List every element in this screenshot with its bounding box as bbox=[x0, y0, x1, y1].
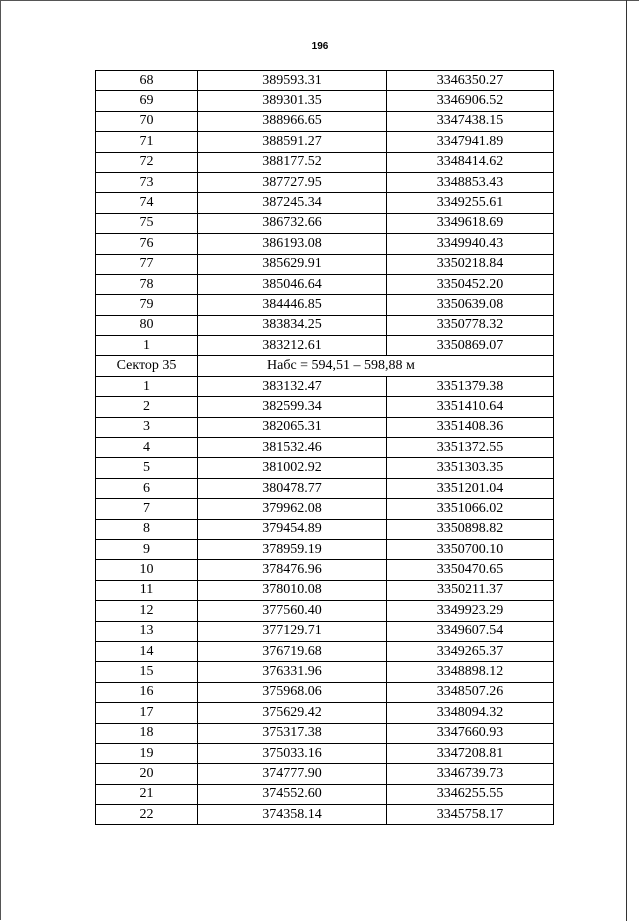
table-row bbox=[96, 458, 554, 478]
coordinate-x: 380478.77 bbox=[198, 478, 387, 498]
table-row bbox=[96, 539, 554, 559]
coordinate-x: 387245.34 bbox=[198, 193, 387, 213]
coordinate-y: 3349255.61 bbox=[387, 193, 554, 213]
coordinate-y: 3350218.84 bbox=[387, 254, 554, 274]
table-row bbox=[96, 478, 554, 498]
coordinate-y: 3348094.32 bbox=[387, 703, 554, 723]
coordinate-y: 3351066.02 bbox=[387, 499, 554, 519]
coordinate-x: 383834.25 bbox=[198, 315, 387, 335]
coordinate-x: 381002.92 bbox=[198, 458, 387, 478]
coordinate-y: 3347941.89 bbox=[387, 132, 554, 152]
coordinate-x: 383132.47 bbox=[198, 376, 387, 396]
table-body-bottom bbox=[96, 376, 554, 825]
coordinate-x: 378010.08 bbox=[198, 580, 387, 600]
point-number: 1 bbox=[96, 376, 198, 396]
point-number: 21 bbox=[96, 784, 198, 804]
coordinate-y: 3349923.29 bbox=[387, 601, 554, 621]
coordinate-x: 377129.71 bbox=[198, 621, 387, 641]
coordinate-x: 388966.65 bbox=[198, 111, 387, 131]
point-number: 68 bbox=[96, 71, 198, 91]
coordinate-y: 3351201.04 bbox=[387, 478, 554, 498]
coordinate-y: 3347438.15 bbox=[387, 111, 554, 131]
point-number: 15 bbox=[96, 662, 198, 682]
table-row bbox=[96, 723, 554, 743]
point-number: 74 bbox=[96, 193, 198, 213]
coordinate-y: 3351379.38 bbox=[387, 376, 554, 396]
table-row bbox=[96, 743, 554, 763]
coordinate-x: 382599.34 bbox=[198, 397, 387, 417]
scan-edge bbox=[626, 0, 627, 921]
table-row bbox=[96, 132, 554, 152]
coordinate-x: 374552.60 bbox=[198, 784, 387, 804]
coordinate-y: 3347660.93 bbox=[387, 723, 554, 743]
coordinate-x: 378476.96 bbox=[198, 560, 387, 580]
coordinate-y: 3349940.43 bbox=[387, 234, 554, 254]
coordinate-y: 3350452.20 bbox=[387, 274, 554, 294]
table-row bbox=[96, 234, 554, 254]
coordinate-y: 3349618.69 bbox=[387, 213, 554, 233]
table-row bbox=[96, 499, 554, 519]
point-number: 71 bbox=[96, 132, 198, 152]
coordinate-y: 3351410.64 bbox=[387, 397, 554, 417]
table-row bbox=[96, 397, 554, 417]
point-number: 8 bbox=[96, 519, 198, 539]
page-number: 196 bbox=[311, 41, 329, 52]
point-number: 70 bbox=[96, 111, 198, 131]
coordinate-x: 387727.95 bbox=[198, 172, 387, 192]
point-number: 12 bbox=[96, 601, 198, 621]
coordinate-x: 389301.35 bbox=[198, 91, 387, 111]
point-number: 16 bbox=[96, 682, 198, 702]
coordinate-y: 3350639.08 bbox=[387, 295, 554, 315]
table-row bbox=[96, 784, 554, 804]
coordinate-y: 3348853.43 bbox=[387, 172, 554, 192]
point-number: 14 bbox=[96, 641, 198, 661]
table-row bbox=[96, 805, 554, 825]
table-row bbox=[96, 560, 554, 580]
coordinate-x: 375033.16 bbox=[198, 743, 387, 763]
table-row bbox=[96, 315, 554, 335]
coordinate-y: 3348898.12 bbox=[387, 662, 554, 682]
coordinate-x: 374358.14 bbox=[198, 805, 387, 825]
coordinate-y: 3351372.55 bbox=[387, 438, 554, 458]
coordinate-y: 3349265.37 bbox=[387, 641, 554, 661]
table-row bbox=[96, 621, 554, 641]
table-row bbox=[96, 662, 554, 682]
table-row bbox=[96, 172, 554, 192]
point-number: 18 bbox=[96, 723, 198, 743]
coordinate-x: 383212.61 bbox=[198, 336, 387, 356]
table-row bbox=[96, 336, 554, 356]
coordinate-y: 3350700.10 bbox=[387, 539, 554, 559]
point-number: 11 bbox=[96, 580, 198, 600]
coordinate-x: 379962.08 bbox=[198, 499, 387, 519]
point-number: 6 bbox=[96, 478, 198, 498]
point-number: 1 bbox=[96, 336, 198, 356]
coordinate-y: 3350869.07 bbox=[387, 336, 554, 356]
table-row bbox=[96, 254, 554, 274]
point-number: 75 bbox=[96, 213, 198, 233]
table-row bbox=[96, 764, 554, 784]
coordinate-x: 375317.38 bbox=[198, 723, 387, 743]
coordinate-x: 388177.52 bbox=[198, 152, 387, 172]
coordinates-table bbox=[95, 70, 554, 825]
table-row bbox=[96, 682, 554, 702]
table-row bbox=[96, 376, 554, 396]
table-row bbox=[96, 274, 554, 294]
point-number: 20 bbox=[96, 764, 198, 784]
table-row bbox=[96, 601, 554, 621]
coordinate-y: 3350778.32 bbox=[387, 315, 554, 335]
point-number: 3 bbox=[96, 417, 198, 437]
point-number: 7 bbox=[96, 499, 198, 519]
coordinate-x: 377560.40 bbox=[198, 601, 387, 621]
coordinate-y: 3350898.82 bbox=[387, 519, 554, 539]
sector-label: Сектор 35 bbox=[96, 356, 198, 376]
point-number: 19 bbox=[96, 743, 198, 763]
table-row bbox=[96, 417, 554, 437]
coordinate-y: 3351408.36 bbox=[387, 417, 554, 437]
coordinate-x: 384446.85 bbox=[198, 295, 387, 315]
table-row bbox=[96, 111, 554, 131]
point-number: 79 bbox=[96, 295, 198, 315]
coordinate-y: 3348414.62 bbox=[387, 152, 554, 172]
point-number: 5 bbox=[96, 458, 198, 478]
table-row bbox=[96, 213, 554, 233]
coordinate-y: 3346906.52 bbox=[387, 91, 554, 111]
table-row bbox=[96, 580, 554, 600]
coordinate-x: 388591.27 bbox=[198, 132, 387, 152]
point-number: 78 bbox=[96, 274, 198, 294]
point-number: 72 bbox=[96, 152, 198, 172]
point-number: 76 bbox=[96, 234, 198, 254]
table-row bbox=[96, 193, 554, 213]
coordinate-x: 381532.46 bbox=[198, 438, 387, 458]
coordinate-x: 385629.91 bbox=[198, 254, 387, 274]
table-row bbox=[96, 71, 554, 91]
coordinate-y: 3349607.54 bbox=[387, 621, 554, 641]
table-row bbox=[96, 641, 554, 661]
point-number: 2 bbox=[96, 397, 198, 417]
table-row bbox=[96, 438, 554, 458]
coordinate-y: 3350211.37 bbox=[387, 580, 554, 600]
table-row bbox=[96, 152, 554, 172]
coordinate-y: 3350470.65 bbox=[387, 560, 554, 580]
coordinate-x: 379454.89 bbox=[198, 519, 387, 539]
sector-header bbox=[96, 356, 554, 376]
coordinate-y: 3348507.26 bbox=[387, 682, 554, 702]
point-number: 22 bbox=[96, 805, 198, 825]
coordinate-y: 3347208.81 bbox=[387, 743, 554, 763]
point-number: 73 bbox=[96, 172, 198, 192]
table-row bbox=[96, 519, 554, 539]
coordinate-y: 3346255.55 bbox=[387, 784, 554, 804]
table-row bbox=[96, 91, 554, 111]
coordinate-x: 375629.42 bbox=[198, 703, 387, 723]
coordinate-y: 3346739.73 bbox=[387, 764, 554, 784]
coordinate-x: 386193.08 bbox=[198, 234, 387, 254]
table-body-top bbox=[96, 71, 554, 356]
point-number: 17 bbox=[96, 703, 198, 723]
coordinate-y: 3345758.17 bbox=[387, 805, 554, 825]
coordinate-x: 378959.19 bbox=[198, 539, 387, 559]
point-number: 9 bbox=[96, 539, 198, 559]
point-number: 69 bbox=[96, 91, 198, 111]
point-number: 80 bbox=[96, 315, 198, 335]
coordinate-x: 376331.96 bbox=[198, 662, 387, 682]
point-number: 13 bbox=[96, 621, 198, 641]
sector-height: Набс = 594,51 – 598,88 м bbox=[198, 356, 554, 376]
sector-row bbox=[96, 356, 554, 376]
point-number: 4 bbox=[96, 438, 198, 458]
point-number: 10 bbox=[96, 560, 198, 580]
coordinate-x: 386732.66 bbox=[198, 213, 387, 233]
coordinate-y: 3351303.35 bbox=[387, 458, 554, 478]
coordinate-x: 374777.90 bbox=[198, 764, 387, 784]
table-row bbox=[96, 703, 554, 723]
coordinate-x: 385046.64 bbox=[198, 274, 387, 294]
coordinate-x: 375968.06 bbox=[198, 682, 387, 702]
coordinate-x: 376719.68 bbox=[198, 641, 387, 661]
coordinate-x: 382065.31 bbox=[198, 417, 387, 437]
coordinate-y: 3346350.27 bbox=[387, 71, 554, 91]
coordinate-x: 389593.31 bbox=[198, 71, 387, 91]
point-number: 77 bbox=[96, 254, 198, 274]
table-row bbox=[96, 295, 554, 315]
